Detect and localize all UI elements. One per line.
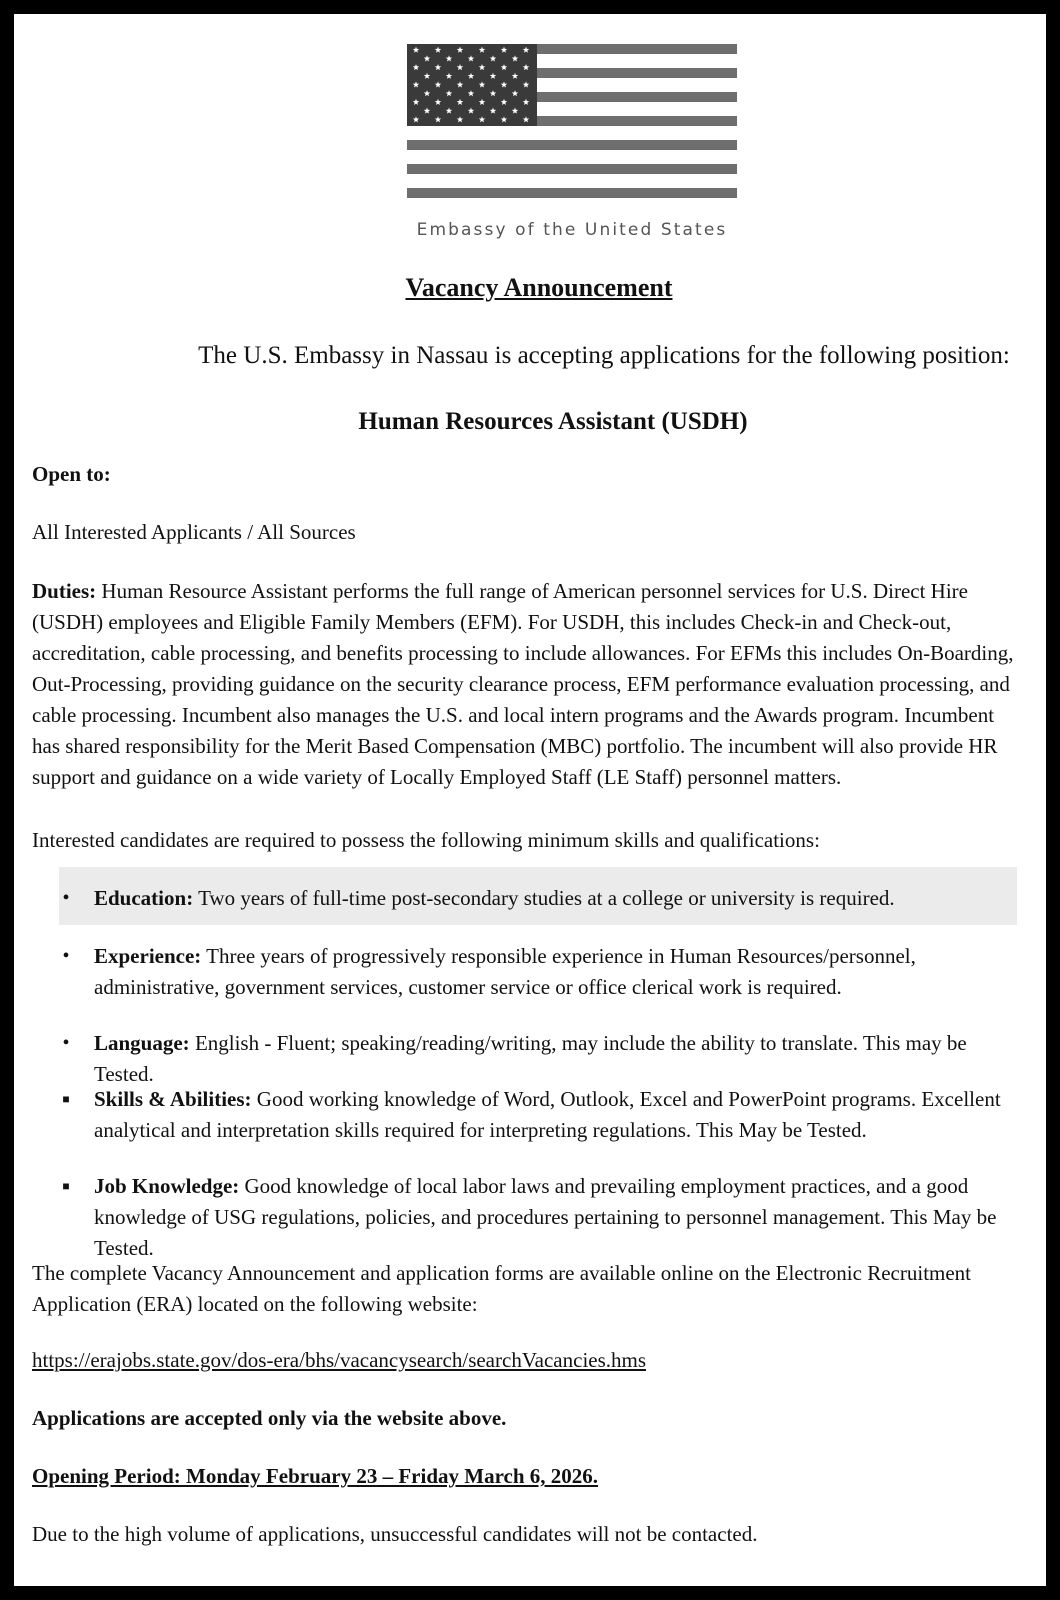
intro-text: The U.S. Embassy in Nassau is accepting applications for the following position: (198, 342, 1010, 369)
flag-canton (407, 44, 537, 126)
bullet-marker: ■ (62, 1179, 70, 1193)
position-title: Human Resources Assistant (USDH) (358, 408, 748, 435)
qualification-label: Language: (94, 1031, 190, 1055)
duties-paragraph (32, 576, 1022, 793)
bullet-marker: • (62, 945, 70, 967)
closing-note: Due to the high volume of applications, unsuccessful candidates will not be contacted. (32, 1522, 758, 1546)
qualification-label: Skills & Abilities: (94, 1087, 252, 1111)
us-flag-emblem (407, 44, 737, 214)
qualification-skills (94, 1084, 1024, 1146)
qualification-text: Two years of full-time post-secondary studies at a college or university is required. (198, 886, 895, 910)
qualification-label: Experience: (94, 944, 202, 968)
page-title: Vacancy Announcement (405, 273, 673, 302)
qualification-education (94, 883, 1024, 914)
bullet-marker: ■ (62, 1092, 70, 1106)
qualification-text: Three years of progressively responsible experience in Human Resources/personnel, administrative, government services, customer service or office clerical work is required. (94, 944, 916, 999)
document-page (14, 14, 1046, 1586)
opening-period: Opening Period: Monday February 23 – Friday March 6, 2026. (32, 1464, 599, 1488)
qualification-job-knowledge (94, 1171, 1024, 1264)
era-link[interactable]: https://erajobs.state.gov/dos-era/bhs/vacancysearch/searchVacancies.hms (32, 1348, 647, 1372)
qualification-language (94, 1028, 1024, 1090)
era-text: The complete Vacancy Announcement and application forms are available online on the Electronic Recruitment Application (ERA) located on the following website: (32, 1261, 972, 1316)
qualification-experience (94, 941, 1024, 1003)
duties-label: Duties: (32, 579, 97, 603)
applications-note: Applications are accepted only via the website above. (32, 1406, 507, 1430)
qualifications-intro: Interested candidates are required to possess the following minimum skills and qualifications: (32, 828, 820, 852)
qualification-label: Job Knowledge: (94, 1174, 240, 1198)
open-to-label: Open to: (32, 462, 111, 486)
qualification-text: Good working knowledge of Word, Outlook, Excel and PowerPoint programs. Excellent analytical and interpretation skills required for interpreting regulations. This May be Tested. (94, 1087, 1001, 1142)
duties-text: Human Resource Assistant performs the full range of American personnel services for U.S. Direct Hire (USDH) employees and Eligible Family Members (EFM). For USDH, this includes Check-in and Check-out, accreditation, cable processing, and benefits processing to include allowances. For EFMs this includes On-Boarding, Out-Processing, providing guidance on the security clearance process, EFM performance evaluation processing, and cable processing. Incumbent also manages the U.S. and local intern programs and the Awards program. Incumbent has shared responsibility for the Merit Based Compensation (MBC) portfolio. The incumbent will also provide HR support and guidance on a wide variety of Locally Employed Staff (LE Staff) personnel matters. (32, 579, 1014, 789)
seal-caption: Embassy of the United States (416, 220, 728, 240)
bullet-marker: • (62, 1032, 70, 1054)
qualification-text: Good knowledge of local labor laws and prevailing employment practices, and a good knowledge of USG regulations, policies, and procedures pertaining to personnel management. This May be Tested. (94, 1174, 997, 1260)
qualification-label: Education: (94, 886, 194, 910)
qualification-text: English - Fluent; speaking/reading/writing, may include the ability to translate. This may be Tested. (94, 1031, 967, 1086)
bullet-marker: • (62, 887, 70, 909)
open-to-value: All Interested Applicants / All Sources (32, 520, 356, 544)
